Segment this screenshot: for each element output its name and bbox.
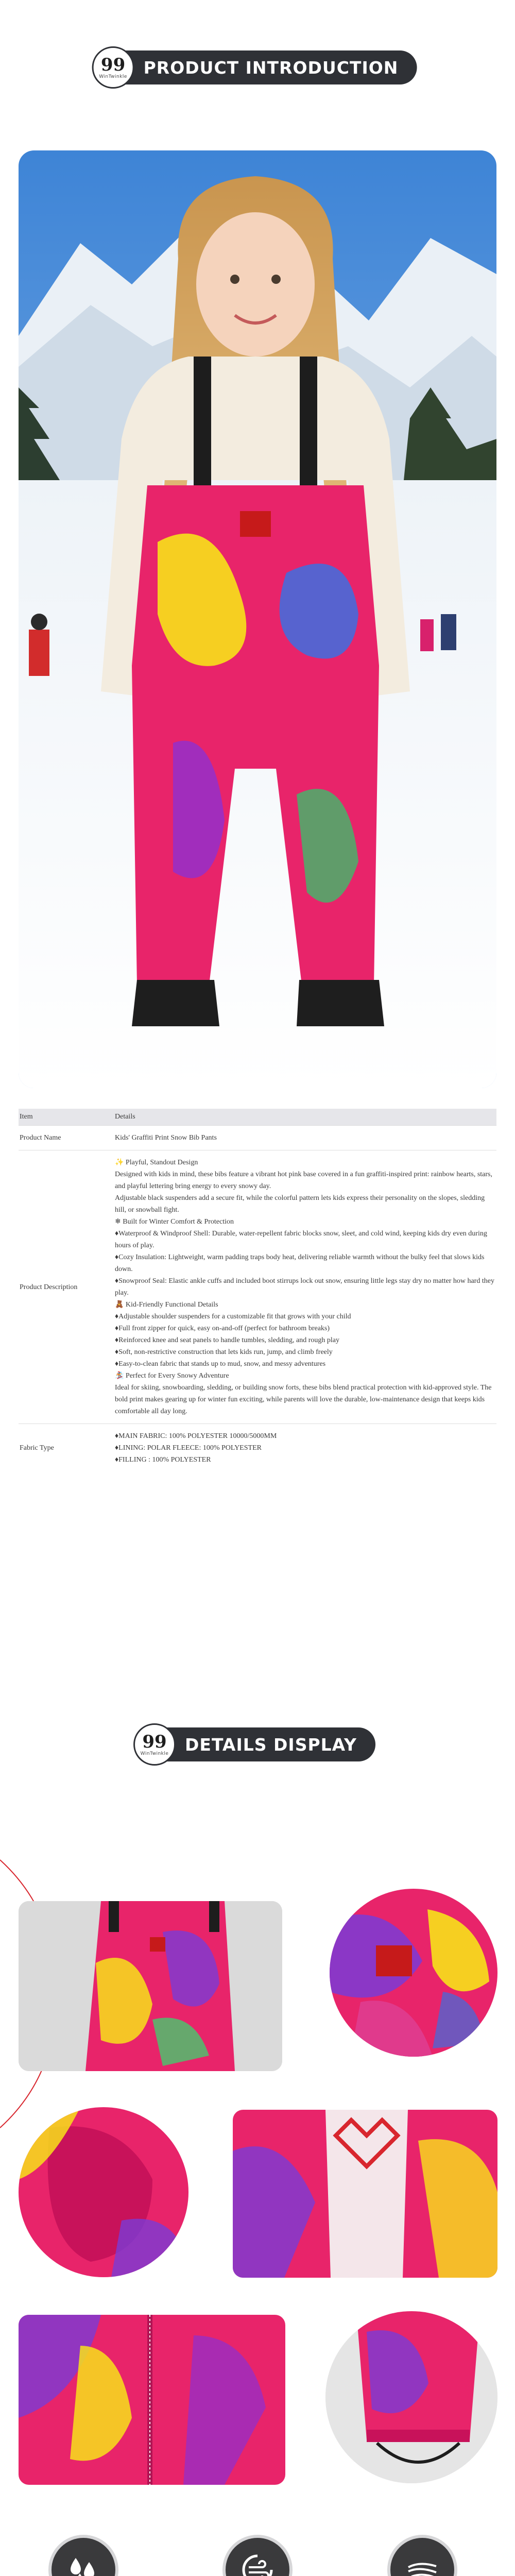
- fabric-line: ♦FILLING : 100% POLYESTER: [115, 1456, 211, 1464]
- section-title-details-display: [140, 1727, 375, 1761]
- feature-windproof: [196, 2535, 319, 2576]
- description-line: Ideal for skiing, snowboarding, sledding, or building snow forts, these bibs blend practical protection with kid-approved style. The bold print makes gearing up for winter fun exciting, while parents will love the durable, low-maintenance design that keeps kids comfortable all day long.: [115, 1384, 492, 1415]
- row-value: Kids' Graffiti Print Snow Bib Pants: [114, 1126, 496, 1150]
- fabric-line: ♦MAIN FABRIC: 100% POLYESTER 10000/5000MM: [115, 1432, 277, 1440]
- description-line: ♦Waterproof & Windproof Shell: Durable, water-repellent fabric blocks snow, sleet, and cold wind, keeping kids dry even during hours of play.: [115, 1230, 487, 1249]
- row-value: [114, 1150, 496, 1424]
- drops-icon: [65, 2552, 101, 2576]
- product-hero-photo: [19, 150, 496, 1088]
- feature-breathable: [22, 2535, 145, 2576]
- brand-logo: 99 WinTwinkle: [92, 46, 134, 89]
- description-line: Adjustable black suspenders add a secure fit, while the colorful pattern lets kids express their personality on the slopes, sledding hill, or snowball fight.: [115, 1194, 485, 1214]
- table-row-product-name: [19, 1126, 496, 1150]
- detail-photo-front-zipper: [19, 2315, 285, 2485]
- detail-photo-graffiti-print: [330, 1889, 497, 2057]
- row-key: Product Name: [19, 1126, 114, 1150]
- fabric-line: ♦LINING: POLAR FLEECE: 100% POLYESTER: [115, 1444, 262, 1452]
- description-line: ❄ Built for Winter Comfort & Protection: [115, 1218, 234, 1226]
- description-line: ♦Soft, non-restrictive construction that lets kids run, jump, and climb freely: [115, 1348, 333, 1356]
- description-line: ♦Full front zipper for quick, easy on-and-off (perfect for bathroom breaks): [115, 1325, 330, 1332]
- feature-soft: [360, 2535, 484, 2576]
- detail-photo-inner-label: [233, 2110, 497, 2278]
- table-row-fabric-type: [19, 1424, 496, 1472]
- section-title-text: DETAILS DISPLAY: [185, 1734, 357, 1755]
- row-key: Fabric Type: [19, 1424, 114, 1472]
- description-line: ♦Cozy Insulation: Lightweight, warm padding traps body heat, delivering reliable warmth without the bulky feel that slows kids down.: [115, 1253, 485, 1273]
- detail-photo-bib-front: [19, 1901, 282, 2071]
- product-spec-table: [19, 1109, 496, 1472]
- description-line: ✨ Playful, Standout Design: [115, 1159, 198, 1166]
- section-title-product-introduction: [98, 50, 417, 84]
- brand-logo: 99 WinTwinkle: [133, 1723, 176, 1766]
- wind-icon: [239, 2552, 276, 2576]
- detail-photo-ankle-cuff: [325, 2311, 497, 2483]
- description-line: Designed with kids in mind, these bibs feature a vibrant hot pink base covered in a fun graffiti-inspired print: rainbow hearts, stars, and playful lettering bring energy to every snowy day.: [115, 1171, 493, 1190]
- row-key: Product Description: [19, 1150, 114, 1424]
- row-value: [114, 1424, 496, 1472]
- description-line: ♦Snowproof Seal: Elastic ankle cuffs and included boot stirrups lock out snow, ensuring little legs stay dry no matter how hard they play.: [115, 1277, 494, 1297]
- feather-icon: [404, 2552, 440, 2576]
- table-row-product-description: [19, 1150, 496, 1424]
- table-header-row: [19, 1109, 496, 1126]
- header-item: Item: [19, 1109, 114, 1126]
- description-line: 🧸 Kid-Friendly Functional Details: [115, 1301, 218, 1309]
- header-details: Details: [114, 1109, 496, 1126]
- description-line: ♦Easy-to-clean fabric that stands up to mud, snow, and messy adventures: [115, 1360, 326, 1368]
- detail-photo-fleece-lining: [19, 2107, 188, 2277]
- description-line: 🏂 Perfect for Every Snowy Adventure: [115, 1372, 229, 1380]
- description-line: ♦Adjustable shoulder suspenders for a customizable fit that grows with your child: [115, 1313, 351, 1320]
- description-line: ♦Reinforced knee and seat panels to handle tumbles, sledding, and rough play: [115, 1336, 339, 1344]
- section-title-text: PRODUCT INTRODUCTION: [143, 57, 399, 78]
